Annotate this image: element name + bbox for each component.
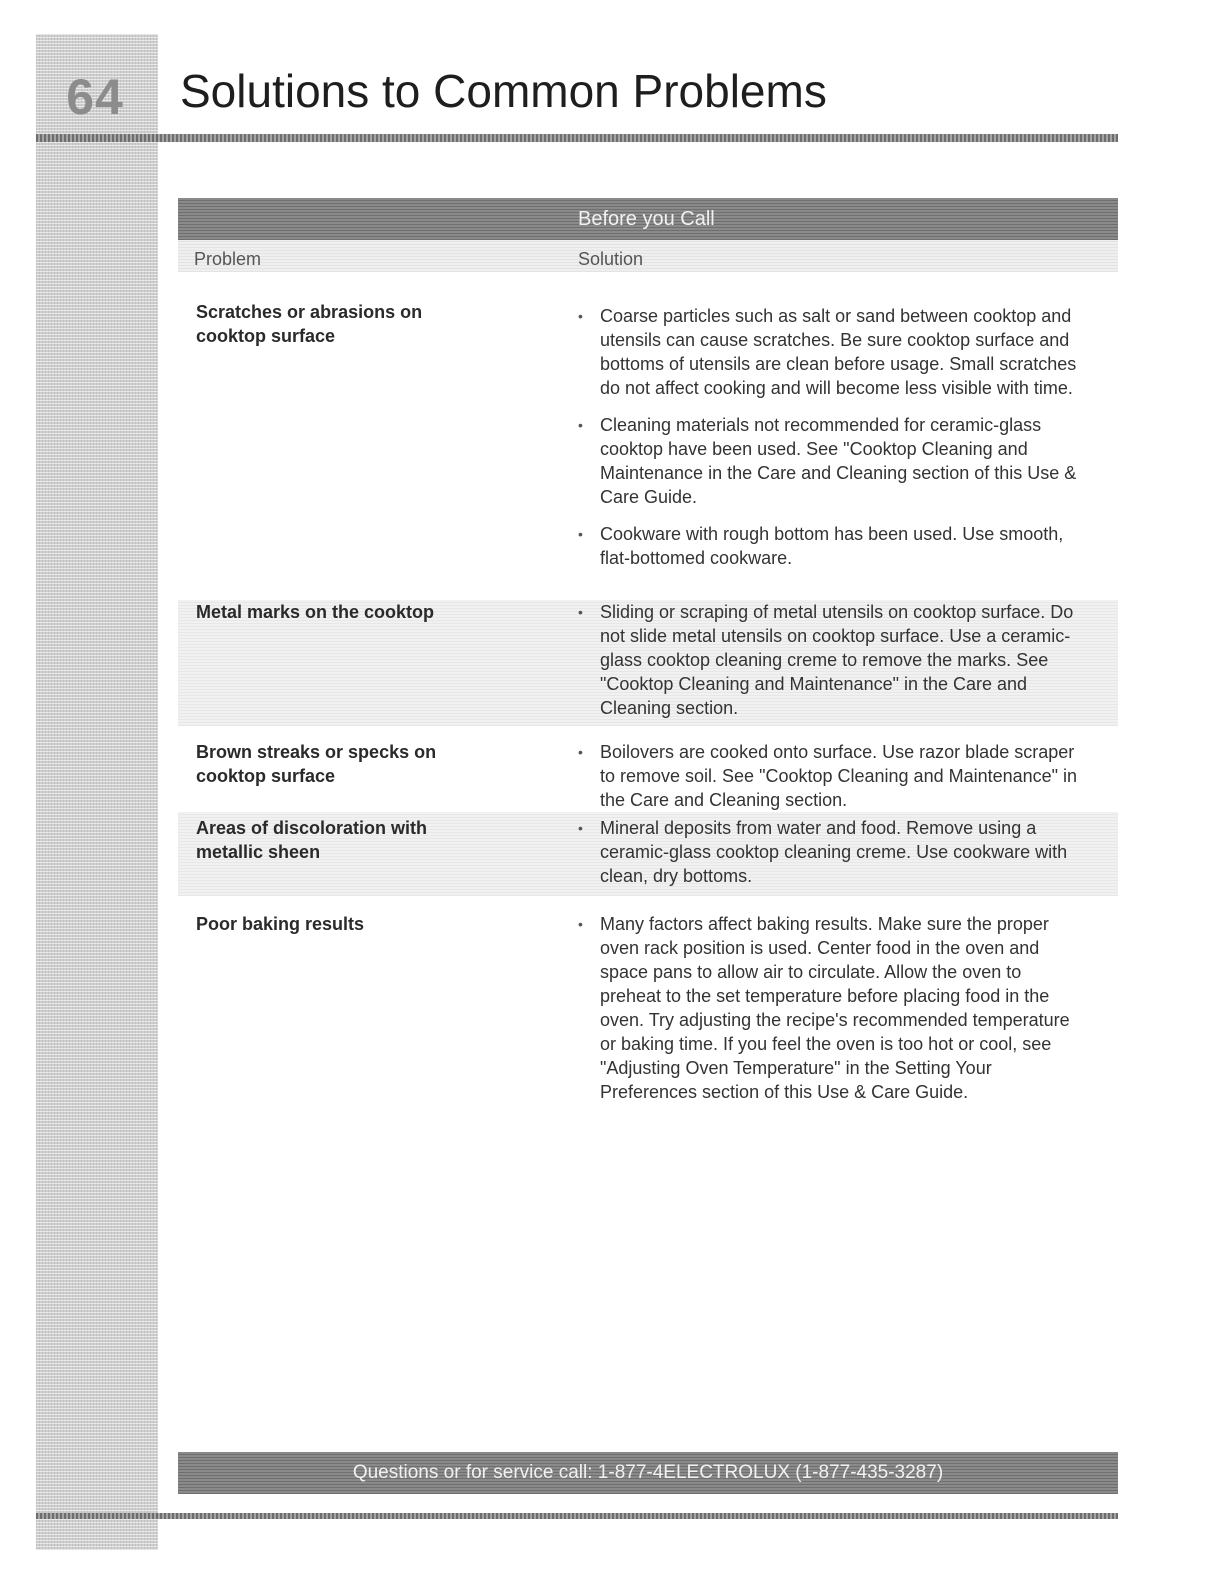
solution-list [564, 304, 1084, 583]
problem-text: Scratches or abrasions on cooktop surface [196, 302, 423, 346]
page-number: 64 [66, 69, 124, 125]
bottom-rule [36, 1513, 1118, 1519]
solution-item: • Cleaning materials not recommended for ceramic-glass cooktop have been used. See "Cooktop Cleaning and Maintenance in the Care and Cleaning section of this Use & Care Guide. [564, 413, 1084, 509]
table-row [178, 812, 1118, 896]
top-rule [36, 134, 1118, 142]
table-row [178, 912, 1118, 1142]
table-header-bar [178, 198, 1118, 240]
solution-item: • Sliding or scraping of metal utensils on cooktop surface. Do not slide metal utensils on cooktop surface. Use a ceramic-glass cooktop cleaning creme to remove the marks. See "Cooktop Cleaning and Maintenance" in the Care and Cleaning section. [564, 600, 1084, 720]
solution-item: • Cookware with rough bottom has been used. Use smooth, flat-bottomed cookware. [564, 522, 1084, 570]
problem-text: Poor baking results [196, 914, 365, 934]
solution-item: • Many factors affect baking results. Make sure the proper oven rack position is used. Center food in the oven and space pans to allow air to circulate. Allow the oven to preheat to the set temperature before placing food in the oven. Try adjusting the recipe's recommended temperature or baking time. If you feel the oven is too hot or cool, see "Adjusting Oven Temperature" in the Setting Your Preferences section of this Use & Care Guide. [564, 912, 1084, 1104]
column-header-problem: Problem [194, 249, 262, 269]
column-header-solution: Solution [578, 249, 644, 269]
solution-item: • Mineral deposits from water and food. Remove using a ceramic-glass cooktop cleaning creme. Use cookware with clean, dry bottoms. [564, 816, 1084, 888]
table-row [178, 300, 1118, 600]
service-call-bar [178, 1452, 1118, 1494]
table-row [178, 740, 1118, 812]
column-header-row [178, 240, 1118, 272]
solution-item: • Coarse particles such as salt or sand between cooktop and utensils can cause scratches. Be sure cooktop surface and bottoms of utensils are clean before usage. Small scratches do not affect cooking and will become less visible with time. [564, 304, 1084, 400]
solution-list [564, 816, 1084, 901]
solution-list [564, 912, 1084, 1117]
table-header-label: Before you Call [578, 208, 715, 230]
solution-item: • Boilovers are cooked onto surface. Use razor blade scraper to remove soil. See "Cooktop Cleaning and Maintenance" in the Care and Cleaning section. [564, 740, 1084, 812]
solution-list [564, 600, 1084, 733]
problem-text: Metal marks on the cooktop [196, 602, 435, 622]
page-title: Solutions to Common Problems [180, 65, 827, 117]
table-row [178, 600, 1118, 726]
problem-text: Areas of discoloration with metallic sheen [196, 818, 428, 862]
problem-text: Brown streaks or specks on cooktop surface [196, 742, 437, 786]
service-call-text: Questions or for service call: 1-877-4ELECTROLUX (1-877-435-3287) [352, 1462, 944, 1483]
side-strip [36, 34, 158, 1550]
